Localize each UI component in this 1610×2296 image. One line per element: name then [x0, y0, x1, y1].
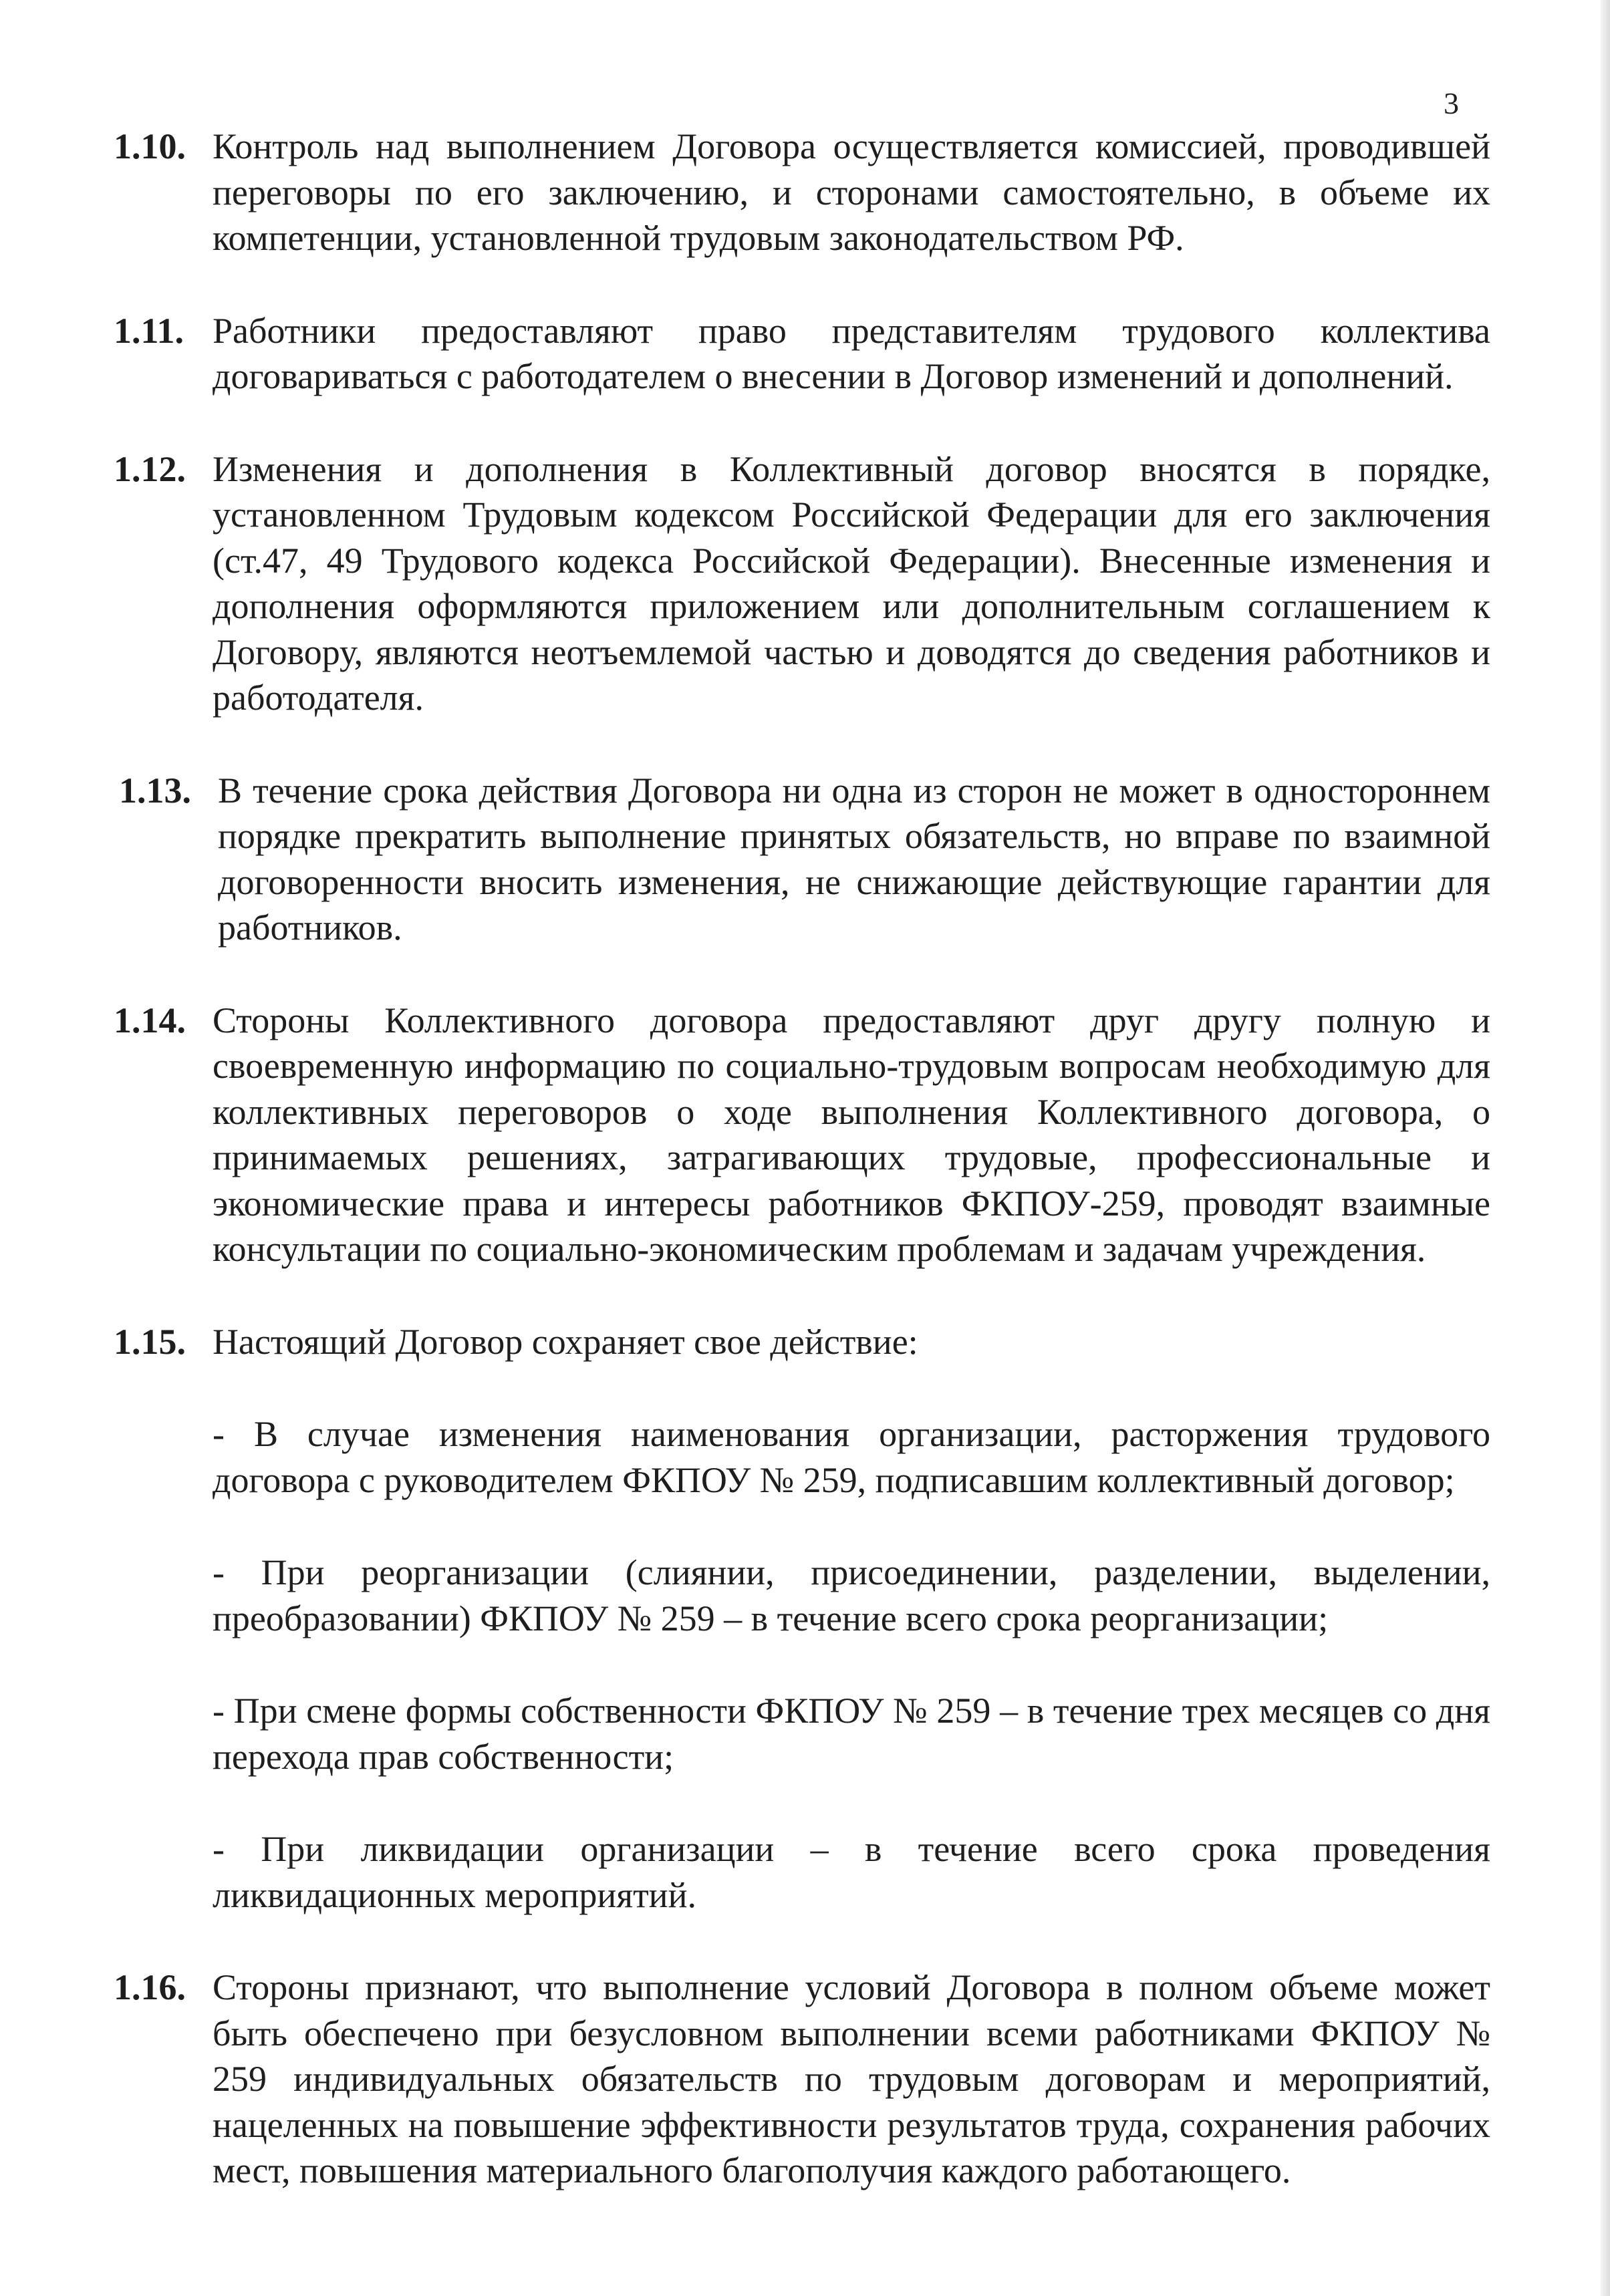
document-body — [114, 124, 1490, 2194]
clause-1-12 — [114, 446, 1490, 721]
clause-number: 1.16. — [114, 1967, 186, 2007]
list-item: - При смене формы собственности ФКПОУ № 259 – в течение трех месяцев со дня перехода прав собственности; — [213, 1691, 1490, 1777]
clause-text: Стороны признают, что выполнение условий Договора в полном объеме может быть обеспечено при безусловном выполнении всеми работниками ФКПОУ № 259 индивидуальных обязательств по трудовым договорам и мероприятий, нацеленных на повышение эффективности результатов труда, сохранения рабочих мест, повышения материального благополучия каждого работающего. — [213, 1967, 1490, 2190]
clause-number: 1.12. — [114, 448, 186, 489]
clause-text: Изменения и дополнения в Коллективный договор вносятся в порядке, установленном Трудовым кодексом Российской Федерации для его заключения (ст.47, 49 Трудового кодекса Российской Федерации). Внесенные изменения и дополнения оформляются приложением или дополнительным соглашением к Договору, являются неотъемлемой частью и доводятся до сведения работников и работодателя. — [213, 448, 1490, 718]
clause-1-13 — [114, 768, 1490, 951]
clause-text: Работники предоставляют право представителям трудового коллектива договариваться с работодателем о внесении в Договор изменений и дополнений. — [213, 310, 1490, 396]
clause-1-15 — [114, 1319, 1490, 1365]
clause-number: 1.11. — [114, 310, 184, 351]
clause-number: 1.15. — [114, 1321, 186, 1362]
clause-number: 1.14. — [114, 1000, 186, 1040]
clause-1-10 — [114, 124, 1490, 261]
clause-number: 1.13. — [119, 770, 191, 811]
list-item: - В случае изменения наименования организации, расторжения трудового договора с руководителем ФКПОУ № 259, подписавшим коллективный договор; — [213, 1414, 1490, 1500]
clause-1-14 — [114, 998, 1490, 1272]
page-number: 3 — [1444, 86, 1459, 120]
clause-1-16 — [114, 1965, 1490, 2194]
clause-text: В течение срока действия Договора ни одна из сторон не может в одностороннем порядке прекратить выполнение принятых обязательств, но вправе по взаимной договоренности вносить изменения, не снижающие действующие гарантии для работников. — [218, 770, 1490, 948]
clause-text: Настоящий Договор сохраняет свое действие: — [213, 1321, 918, 1362]
list-item: - При реорганизации (слиянии, присоединении, разделении, выделении, преобразовании) ФКПОУ № 259 – в течение всего срока реорганизации; — [213, 1552, 1490, 1638]
page-edge-shadow — [1601, 0, 1610, 2296]
list-item: - При ликвидации организации – в течение всего срока проведения ликвидационных мероприятий. — [213, 1829, 1490, 1915]
clause-number: 1.10. — [114, 126, 186, 166]
clause-1-15-list — [114, 1411, 1490, 1918]
clause-1-11 — [114, 308, 1490, 400]
clause-text: Контроль над выполнением Договора осуществляется комиссией, проводившей переговоры по его заключению, и сторонами самостоятельно, в объеме их компетенции, установленной трудовым законодательством РФ. — [213, 126, 1490, 258]
clause-text: Стороны Коллективного договора предоставляют друг другу полную и своевременную информацию по социально-трудовым вопросам необходимую для коллективных переговоров о ходе выполнения Коллективного договора, о принимаемых решениях, затрагивающих трудовые, профессиональные и экономические права и интересы работников ФКПОУ-259, проводят взаимные консультации по социально-экономическим проблемам и задачам учреждения. — [213, 1000, 1490, 1269]
